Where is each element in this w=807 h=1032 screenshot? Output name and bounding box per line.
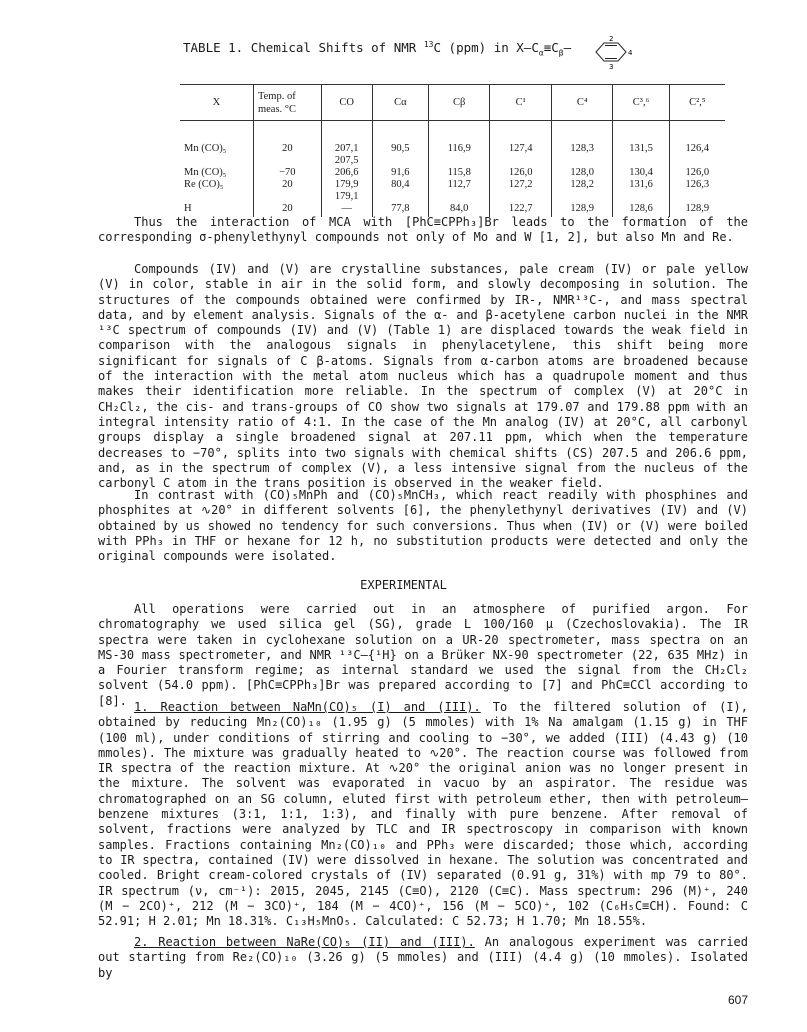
cell-c-alpha: 80,4 <box>372 179 428 203</box>
reaction-2-body: An analogous experiment was carried out starting from Re₂(CO)₁₀ (3.26 g) (5 mmoles) and (III) (4.4 g) (10 mmoles). Isolated by <box>98 935 749 980</box>
caption-triple-bond: ≡C <box>543 40 559 56</box>
cell-c25: 126,4 <box>669 143 725 167</box>
cell-co: — <box>321 203 372 217</box>
cell-c-beta: 115,8 <box>428 167 489 179</box>
cell-co: 206,6 <box>321 167 372 179</box>
caption-formula: C (ppm) in X—C <box>433 40 539 56</box>
chemical-shifts-table <box>180 84 725 217</box>
cell-c-alpha: 77,8 <box>372 203 428 217</box>
cell-c4: 128,9 <box>551 203 612 217</box>
reaction-1-title: 1. Reaction between NaMn(CO)₅ (I) and (III). <box>134 700 481 714</box>
col-header-c25: C²,⁵ <box>669 85 725 121</box>
cell-temp: 20 <box>253 179 321 203</box>
col-header-c-alpha: Cα <box>372 85 428 121</box>
paragraph-reaction-1 <box>98 700 748 929</box>
col-header-x: X <box>180 85 253 121</box>
caption-text: Chemical Shifts of NMR <box>250 40 417 56</box>
reaction-1-body: To the filtered solution of (I), obtained by reducing Mn₂(CO)₁₀ (1.95 g) (5 mmoles) with 1% Na amalgam (1.15 g) in THF (100 ml), under conditions of stirring and cooling to −30°, we added (III) (4.43 g) (10 mmoles). The mixture was gradually heated to ∿20°. The reaction course was followed from IR spectra of the reaction mixture. At ∿20° the original anion was no longer present in the mixture. The solvent was evaporated in vacuo by an aspirator. The residue was chromatographed on an SG column, eluted first with petroleum ether, then with petroleum—benzene mixtures (3:1, 1:1, 1:3), and finally with pure benzene. After removal of solvent, fractions were analyzed by TLC and IR spectroscopy in comparison with known samples. Fractions containing Mn₂(CO)₁₀ and PPh₃ were discarded; those which, according to IR spectra, contained (IV) were dissolved in hexane. The solution was concentrated and cooled. Bright cream-colored crystals of (IV) separated (0.91 g, 31%) with mp 79 to 80°. IR spectrum (ν, cm⁻¹): 2015, 2045, 2145 (C≡O), 2120 (C≡C). Mass spectrum: 296 (M)⁺, 240 (M − 2CO)⁺, 212 (M − 3CO)⁺, 184 (M − 4CO)⁺, 156 (M − 5CO)⁺, 102 (C₆H₅C≡CH). Found: C 52.91; H 2.01; Mn 18.31%. C₁₃H₅MnO₅. Calculated: C 52.73; H 1.70; Mn 18.55%. <box>98 700 748 929</box>
cell-c-alpha: 91,6 <box>372 167 428 179</box>
caption-alpha: α <box>538 48 544 58</box>
cell-co: 179,9 179,1 <box>321 179 372 203</box>
cell-x: H <box>184 203 192 214</box>
page-number: 607 <box>728 993 749 1007</box>
paragraph-methods: All operations were carried out in an atmosphere of purified argon. For chromatography we used silica gel (SG), grade L 100/160 μ (Czechoslovakia). The IR spectra were taken in cyclohexane solution on a UR-20 spectrometer, mass spectra on an MS-30 mass spectrometer, and NMR ¹³C—{¹H} on a Brüker NX-90 spectrometer (22, 635 MHz) in a Fourier transform regime; as internal standard we used the signal from the CH₂Cl₂ solvent (54.0 ppm). [PhC≡CPPh₃]Br was prepared according to [7] and PhC≡CCl according to [8]. <box>98 602 748 708</box>
cell-temp: −70 <box>253 167 321 179</box>
cell-c25: 126,0 <box>669 167 725 179</box>
cell-c36: 130,4 <box>613 167 669 179</box>
table-row <box>180 143 725 167</box>
reaction-2-title: 2. Reaction between NaRe(CO)₅ (II) and (III). <box>134 935 475 949</box>
paragraph-summary: Thus the interaction of MCA with [PhC≡CPPh₃]Br leads to the formation of the corresponding σ-phenylethynyl compounds not only of Mo and W [1, 2], but also Mn and Re. <box>98 215 748 245</box>
table-label: TABLE 1. <box>183 40 244 56</box>
caption-bond: — <box>563 40 572 56</box>
cell-c-alpha: 90,5 <box>372 143 428 167</box>
cell-c1: 122,7 <box>490 203 551 217</box>
cell-co: 207,1 207,5 <box>321 143 372 167</box>
col-header-c1: C¹ <box>490 85 551 121</box>
cell-c36: 131,5 <box>613 143 669 167</box>
cell-c4: 128,0 <box>551 167 612 179</box>
phenyl-ring-diagram <box>590 33 640 83</box>
col-header-c4: C⁴ <box>551 85 612 121</box>
paragraph-reaction-2 <box>98 935 748 981</box>
cell-c25: 126,3 <box>669 179 725 203</box>
ring-label-4: 4 <box>628 49 633 57</box>
cell-x: Mn (CO)₅ <box>184 143 227 154</box>
col-header-co: CO <box>321 85 372 121</box>
col-header-c-beta: Cβ <box>428 85 489 121</box>
table-row <box>180 179 725 203</box>
cell-c-beta: 84,0 <box>428 203 489 217</box>
table-row <box>180 167 725 179</box>
cell-c-beta: 112,7 <box>428 179 489 203</box>
cell-c1: 127,2 <box>490 179 551 203</box>
cell-c4: 128,3 <box>551 143 612 167</box>
cell-c36: 131,6 <box>613 179 669 203</box>
caption-beta: β <box>558 48 564 58</box>
caption-isotope: 13 <box>423 40 434 49</box>
ring-label-3: 3 <box>609 63 614 71</box>
table-caption <box>183 40 571 58</box>
cell-c36: 128,6 <box>613 203 669 217</box>
paragraph-contrast: In contrast with (CO)₅MnPh and (CO)₅MnCH₃, which react readily with phosphines and phosphites at ∿20° in different solvents [6], the phenylethynyl derivatives (IV) and (V) obtained by us showed no tendency for such conversions. Thus when (IV) or (V) were boiled with PPh₃ in THF or hexane for 12 h, no substitution products were detected and only the original compounds were isolated. <box>98 488 748 564</box>
cell-temp: 20 <box>253 143 321 167</box>
cell-c4: 128,2 <box>551 179 612 203</box>
cell-temp: 20 <box>253 203 321 217</box>
ring-label-2: 2 <box>609 35 614 43</box>
cell-c-beta: 116,9 <box>428 143 489 167</box>
cell-x: Mn (CO)₅ <box>184 167 227 178</box>
cell-x: Re (CO)₅ <box>184 179 224 190</box>
col-header-temp: Temp. of meas. °C <box>253 85 321 121</box>
paragraph-compounds: Compounds (IV) and (V) are crystalline substances, pale cream (IV) or pale yellow (V) in color, stable in air in the solid form, and slowly decomposing in solution. The structures of the compounds obtained were confirmed by IR-, NMR¹³C-, and mass spectral data, and by element analysis. Signals of the α- and β-acetylene carbon nuclei in the NMR ¹³C spectrum of compounds (IV) and (V) (Table 1) are displaced towards the weak field in comparison with the analogous signals in phenylacetylene, this shift being more significant for signals of C β-atoms. Signals from α-carbon atoms are broadened because of the interaction with the metal atom nucleus which has a quadrupole moment and thus makes their identification more reliable. In the spectrum of complex (V) at 20°C in CH₂Cl₂, the cis- and trans-groups of CO show two signals at 179.07 and 179.88 ppm with an integral intensity ratio of 4:1. In the case of the Mn analog (IV) at 20°C, all carbonyl groups display a single broadened signal at 207.11 ppm, which when the temperature decreases to −70°, splits into two signals with chemical shifts (CS) 207.5 and 206.6 ppm, and, as in the spectrum of complex (V), a less intensive signal from the nucleus of the carbonyl C atom in the trans position is observed in the weaker field. <box>98 262 748 491</box>
cell-c1: 126,0 <box>490 167 551 179</box>
cell-c25: 128,9 <box>669 203 725 217</box>
cell-c1: 127,4 <box>490 143 551 167</box>
col-header-c36: C³,⁶ <box>613 85 669 121</box>
section-heading-experimental: EXPERIMENTAL <box>360 578 447 592</box>
